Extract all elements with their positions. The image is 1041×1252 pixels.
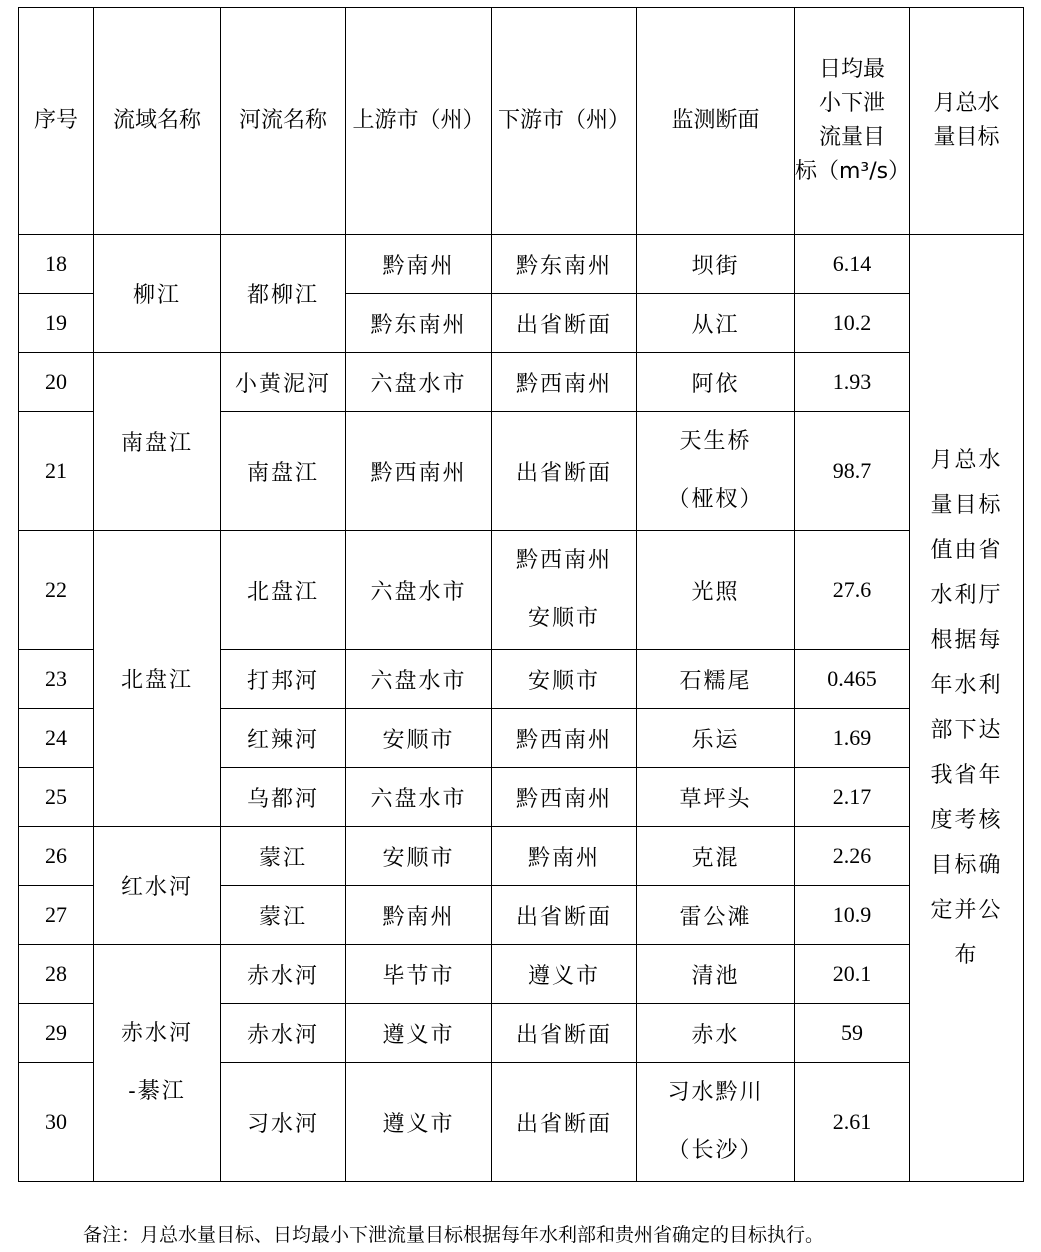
- flow-cell: 2.17: [795, 768, 910, 827]
- header-basin: 流域名称: [94, 8, 221, 235]
- header-river: 河流名称: [221, 8, 346, 235]
- section-cell: 光照: [637, 531, 795, 650]
- flow-cell: 0.465: [795, 650, 910, 709]
- header-monthly-line: 月总水: [933, 91, 1000, 116]
- seq-cell: 27: [19, 886, 94, 945]
- downstream-cell: 黔西南州: [492, 353, 637, 412]
- section-line: （长沙）: [667, 1138, 764, 1163]
- basin-cell: 南盘江: [94, 353, 221, 531]
- flow-cell: 20.1: [795, 945, 910, 1004]
- downstream-cell: 黔东南州: [492, 235, 637, 294]
- flow-cell: 10.9: [795, 886, 910, 945]
- table-row: [19, 827, 1024, 886]
- downstream-cell: 出省断面: [492, 412, 637, 531]
- flow-cell: 1.93: [795, 353, 910, 412]
- downstream-cell: 安顺市: [492, 650, 637, 709]
- section-cell: 草坪头: [637, 768, 795, 827]
- section-cell: 清池: [637, 945, 795, 1004]
- seq-cell: 21: [19, 412, 94, 531]
- upstream-cell: 遵义市: [346, 1063, 492, 1182]
- flow-cell: 27.6: [795, 531, 910, 650]
- river-cell: 南盘江: [221, 412, 346, 531]
- seq-cell: 25: [19, 768, 94, 827]
- river-cell: 红辣河: [221, 709, 346, 768]
- flow-cell: 98.7: [795, 412, 910, 531]
- header-min-flow-line: 标（m³/s）: [795, 159, 911, 184]
- seq-cell: 18: [19, 235, 94, 294]
- downstream-cell: 遵义市: [492, 945, 637, 1004]
- upstream-cell: 安顺市: [346, 827, 492, 886]
- river-cell: 打邦河: [221, 650, 346, 709]
- header-seq: 序号: [19, 8, 94, 235]
- downstream-cell: 黔西南州: [492, 709, 637, 768]
- upstream-cell: 六盘水市: [346, 353, 492, 412]
- flow-cell: 2.26: [795, 827, 910, 886]
- river-cell: 乌都河: [221, 768, 346, 827]
- seq-cell: 26: [19, 827, 94, 886]
- section-line: 天生桥: [679, 429, 752, 454]
- downstream-cell: 出省断面: [492, 1004, 637, 1063]
- river-cell: 蒙江: [221, 827, 346, 886]
- section-cell: 克混: [637, 827, 795, 886]
- flow-cell: 10.2: [795, 294, 910, 353]
- flow-cell: 6.14: [795, 235, 910, 294]
- seq-cell: 28: [19, 945, 94, 1004]
- header-section: 监测断面: [637, 8, 795, 235]
- downstream-cell: 黔西南州: [492, 768, 637, 827]
- upstream-cell: 黔西南州: [346, 412, 492, 531]
- downstream-line: 黔西南州: [515, 548, 612, 573]
- basin-line: 赤水河: [120, 1021, 193, 1046]
- downstream-line: 安顺市: [527, 606, 600, 631]
- basin-cell: 北盘江: [94, 531, 221, 827]
- river-cell: 赤水河: [221, 945, 346, 1004]
- upstream-cell: 六盘水市: [346, 531, 492, 650]
- flow-cell: 2.61: [795, 1063, 910, 1182]
- downstream-cell: 出省断面: [492, 294, 637, 353]
- section-cell: 从江: [637, 294, 795, 353]
- header-min-flow-line: 流量目: [818, 125, 885, 150]
- table-row: [19, 945, 1024, 1004]
- section-line: 习水黔川: [667, 1080, 764, 1105]
- seq-cell: 29: [19, 1004, 94, 1063]
- seq-cell: 19: [19, 294, 94, 353]
- section-cell: 坝街: [637, 235, 795, 294]
- river-cell: 蒙江: [221, 886, 346, 945]
- header-monthly-line: 量目标: [933, 125, 1000, 150]
- river-cell: 习水河: [221, 1063, 346, 1182]
- upstream-cell: 安顺市: [346, 709, 492, 768]
- flow-cell: 1.69: [795, 709, 910, 768]
- seq-cell: 23: [19, 650, 94, 709]
- table-footnote: 备注：月总水量目标、日均最小下泄流量目标根据每年水利部和贵州省确定的目标执行。: [83, 1224, 825, 1246]
- table-row: [19, 235, 1024, 294]
- downstream-cell: 出省断面: [492, 886, 637, 945]
- flow-cell: 59: [795, 1004, 910, 1063]
- section-line: （桠杈）: [667, 487, 764, 512]
- header-upstream: 上游市（州）: [346, 8, 492, 235]
- table-row: [19, 353, 1024, 412]
- upstream-cell: 黔东南州: [346, 294, 492, 353]
- section-cell: 阿依: [637, 353, 795, 412]
- section-cell: 赤水: [637, 1004, 795, 1063]
- section-cell: 乐运: [637, 709, 795, 768]
- basin-cell: 柳江: [94, 235, 221, 353]
- river-cell: 小黄泥河: [221, 353, 346, 412]
- upstream-cell: 黔南州: [346, 886, 492, 945]
- header-monthly-total: [910, 8, 1024, 235]
- river-cell: 赤水河: [221, 1004, 346, 1063]
- basin-line: -綦江: [128, 1079, 186, 1104]
- upstream-cell: 遵义市: [346, 1004, 492, 1063]
- downstream-cell: 黔南州: [492, 827, 637, 886]
- header-min-flow: [795, 8, 910, 235]
- seq-cell: 22: [19, 531, 94, 650]
- flow-target-table: [18, 7, 1024, 1182]
- section-cell: [637, 412, 795, 531]
- upstream-cell: 毕节市: [346, 945, 492, 1004]
- downstream-cell: 出省断面: [492, 1063, 637, 1182]
- header-min-flow-line: 日均最: [818, 57, 885, 82]
- river-cell: 北盘江: [221, 531, 346, 650]
- basin-cell: 红水河: [94, 827, 221, 945]
- table-header-row: [19, 8, 1024, 235]
- seq-cell: 24: [19, 709, 94, 768]
- monthly-target-note: 月总水量目标值由省水利厅根据每年水利部下达我省年度考核目标确定并公布: [910, 235, 1024, 1182]
- upstream-cell: 黔南州: [346, 235, 492, 294]
- table-row: [19, 531, 1024, 650]
- seq-cell: 20: [19, 353, 94, 412]
- upstream-cell: 六盘水市: [346, 650, 492, 709]
- section-cell: 雷公滩: [637, 886, 795, 945]
- header-downstream: 下游市（州）: [492, 8, 637, 235]
- section-cell: 石糯尾: [637, 650, 795, 709]
- upstream-cell: 六盘水市: [346, 768, 492, 827]
- downstream-cell: [492, 531, 637, 650]
- seq-cell: 30: [19, 1063, 94, 1182]
- header-min-flow-line: 小下泄: [818, 91, 885, 116]
- river-cell: 都柳江: [221, 235, 346, 353]
- section-cell: [637, 1063, 795, 1182]
- basin-cell: [94, 945, 221, 1182]
